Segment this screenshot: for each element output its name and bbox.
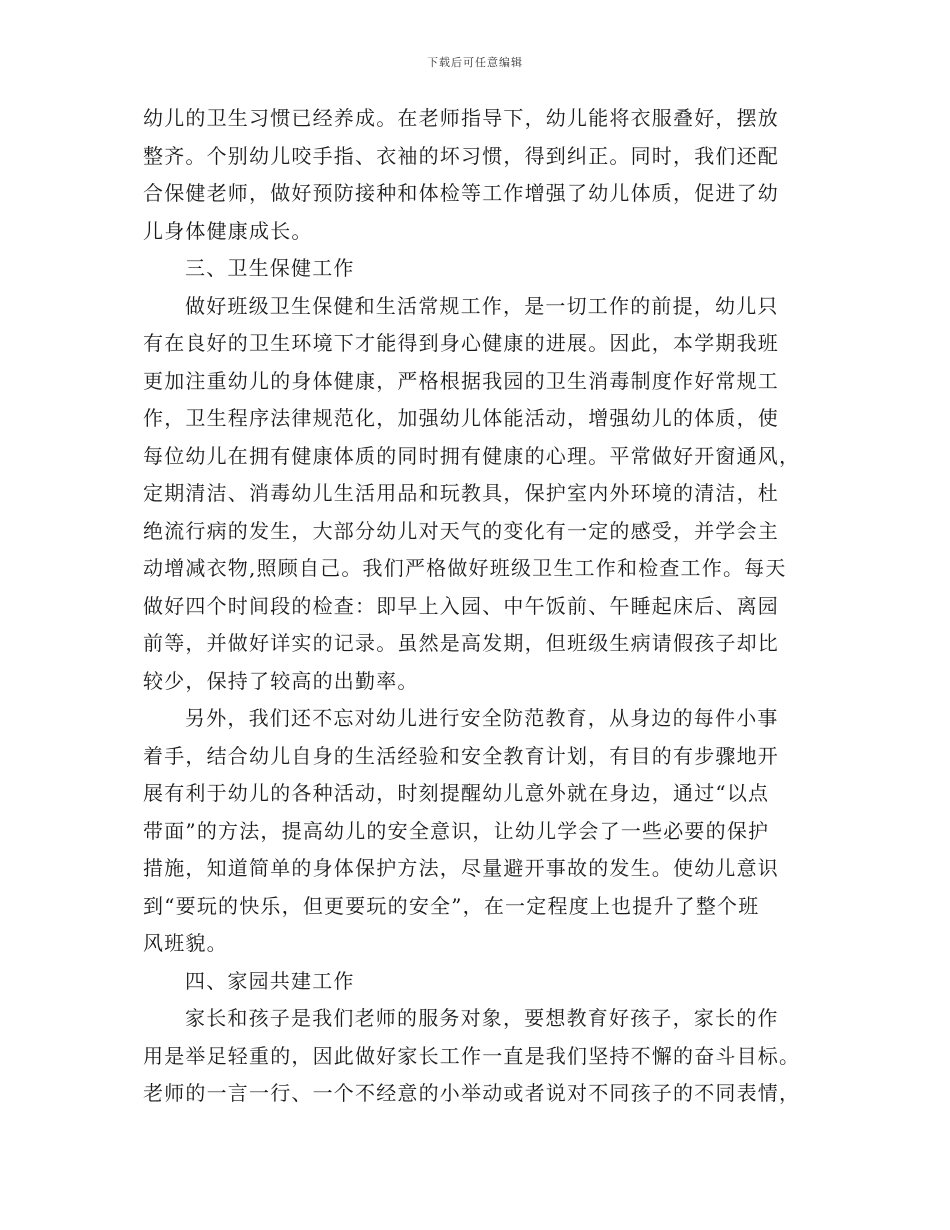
- text-line: 定期清洁、消毒幼儿生活用品和玩教具，保护室内外环境的清洁，杜: [143, 481, 779, 505]
- text-line: 到“要玩的快乐，但更要玩的安全”，在一定程度上也提升了整个班: [143, 893, 760, 918]
- text-line: 前等，并做好详实的记录。虽然是高发期，但班级生病请假孩子却比: [143, 631, 779, 655]
- text-line: 动增减衣物,照顾自己。我们严格做好班级卫生工作和检查工作。每天: [143, 556, 787, 580]
- text-line: 另外，我们还不忘对幼儿进行安全防范教育，从身边的每件小事: [185, 706, 779, 730]
- text-line: 更加注重幼儿的身体健康，严格根据我园的卫生消毒制度作好常规工: [143, 368, 779, 393]
- text-line: 有在良好的卫生环境下才能得到身心健康的进展。因此，本学期我班: [143, 331, 779, 355]
- text-line: 作，卫生程序法律规范化，加强幼儿体能活动，增强幼儿的体质，使: [143, 406, 779, 430]
- text-line: 做好四个时间段的检查：即早上入园、中午饭前、午睡起床后、离园: [143, 593, 779, 618]
- text-line: 合保健老师，做好预防接种和体检等工作增强了幼儿体质，促进了幼: [143, 181, 779, 205]
- text-line: 风班貌。: [143, 931, 228, 955]
- text-line: 用是举足轻重的，因此做好家长工作一直是我们坚持不懈的奋斗目标。: [143, 1043, 801, 1068]
- text-line: 儿身体健康成长。: [143, 218, 313, 243]
- text-line: 整齐。个别幼儿咬手指、衣袖的坏习惯，得到纠正。同时，我们还配: [143, 143, 779, 168]
- text-line: 老师的一言一行、一个不经意的小举动或者说对不同孩子的不同表情，: [143, 1081, 801, 1105]
- text-line: 幼儿的卫生习惯已经养成。在老师指导下，幼儿能将衣服叠好，摆放: [143, 106, 779, 130]
- text-line: 着手，结合幼儿自身的生活经验和安全教育计划，有目的有步骤地开: [143, 743, 779, 768]
- text-line: 家长和孩子是我们老师的服务对象，要想教育好孩子，家长的作: [185, 1006, 779, 1030]
- text-line: 较少，保持了较高的出勤率。: [143, 668, 419, 693]
- document-body: [143, 100, 808, 1113]
- section-heading-3: 三、卫生保健工作: [185, 256, 355, 280]
- section-heading-4: 四、家园共建工作: [185, 968, 355, 993]
- text-line: 做好班级卫生保健和生活常规工作，是一切工作的前提，幼儿只: [185, 293, 779, 318]
- text-line: 每位幼儿在拥有健康体质的同时拥有健康的心理。平常做好开窗通风，: [143, 443, 801, 468]
- text-line: 带面”的方法，提高幼儿的安全意识，让幼儿学会了一些必要的保护: [143, 818, 770, 843]
- page-header: 下载后可任意编辑: [427, 56, 523, 69]
- text-line: 措施，知道简单的身体保护方法，尽量避开事故的发生。使幼儿意识: [143, 856, 779, 880]
- text-line: 展有利于幼儿的各种活动，时刻提醒幼儿意外就在身边，通过“以点: [143, 781, 770, 805]
- text-line: 绝流行病的发生，大部分幼儿对天气的变化有一定的感受，并学会主: [143, 518, 779, 543]
